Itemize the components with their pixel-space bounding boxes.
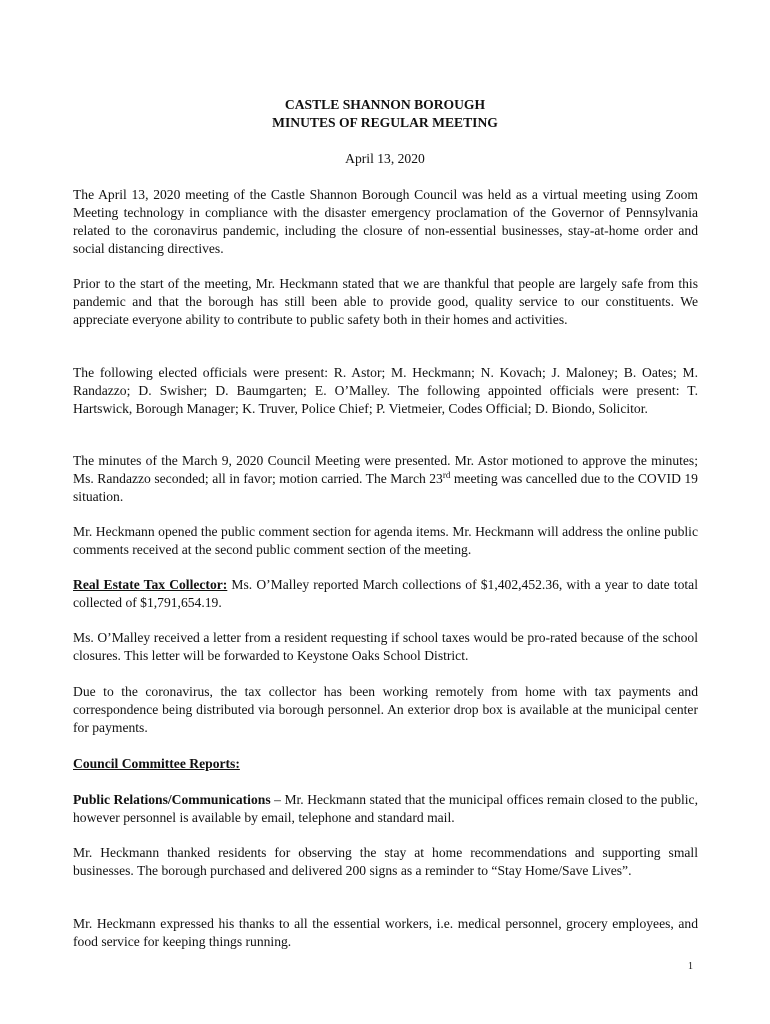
meeting-date: April 13, 2020: [345, 151, 425, 166]
section-heading-tax-collector: Real Estate Tax Collector:: [73, 577, 228, 592]
minutes-title: MINUTES OF REGULAR MEETING: [272, 115, 498, 130]
paragraph-committee-reports: [73, 755, 698, 773]
paragraph-attendance: The following elected officials were present: R. Astor; M. Heckmann; N. Kovach; J. Maloney; B. Oates; M. Randazzo; D. Swisher; D. Baumgarten; E. O’Malley. The following appointed officials were present: T. Hartswick, Borough Manager; K. Truver, Police Chief; P. Vietmeier, Codes Official; D. Biondo, Solicitor.: [73, 365, 698, 416]
paragraph-drop-box: Due to the coronavirus, the tax collector has been working remotely from home with tax payments and correspondence being distributed via borough personnel. An exterior drop box is available at the municipal center for payments.: [73, 684, 698, 735]
paragraph-public-relations: [73, 791, 698, 827]
minutes-approval-text-cont: meeting was cancelled due to the COVID 19 situation.: [73, 471, 698, 504]
public-relations-text: – Mr. Heckmann stated that the municipal offices remain closed to the public, however personnel is available by email, telephone and standard mail.: [73, 792, 698, 825]
paragraph-virtual-meeting: The April 13, 2020 meeting of the Castle Shannon Borough Council was held as a virtual meeting using Zoom Meeting technology in compliance with the disaster emergency proclamation of the Governor of Pennsylvania related to the coronavirus pandemic, including the closure of non-essential businesses, stay-at-home order and social distancing directives.: [73, 187, 698, 256]
borough-title: CASTLE SHANNON BOROUGH: [284, 97, 486, 112]
paragraph-school-taxes: Ms. O’Malley received a letter from a resident requesting if school taxes would be pro-rated because of the school closures. This letter will be forwarded to Keystone Oaks School District.: [73, 630, 698, 663]
section-heading-committee-reports: Council Committee Reports:: [73, 756, 240, 771]
paragraph-opening-remarks: Prior to the start of the meeting, Mr. Heckmann stated that we are thankful that people are largely safe from this pandemic and that the borough has still been able to provide good, quality service to our constituents. We appreciate everyone ability to contribute to public safety both in their homes and activities.: [73, 276, 698, 327]
tax-collector-text: Ms. O’Malley reported March collections of $1,402,452.36, with a year to date total collected of $1,791,654.19.: [73, 577, 698, 610]
page-number: 1: [688, 961, 693, 972]
ordinal-suffix: rd: [442, 470, 451, 480]
paragraph-public-comment: Mr. Heckmann opened the public comment section for agenda items. Mr. Heckmann will address the online public comments received at the second public comment section of the meeting.: [73, 524, 698, 557]
paragraph-residents-thanks: Mr. Heckmann thanked residents for observing the stay at home recommendations and supporting small businesses. The borough purchased and delivered 200 signs as a reminder to “Stay Home/Save Lives”.: [73, 845, 698, 878]
minutes-approval-text: The minutes of the March 9, 2020 Council Meeting were presented. Mr. Astor motioned to approve the minutes; Ms. Randazzo seconded; all in favor; motion carried. The March 23: [73, 453, 698, 486]
section-heading-public-relations: Public Relations/Communications: [73, 792, 271, 807]
paragraph-minutes-approval: [73, 452, 698, 506]
paragraph-tax-collector: [73, 576, 698, 612]
paragraph-essential-workers: Mr. Heckmann expressed his thanks to all the essential workers, i.e. medical personnel, grocery employees, and food service for keeping things running.: [73, 916, 698, 949]
